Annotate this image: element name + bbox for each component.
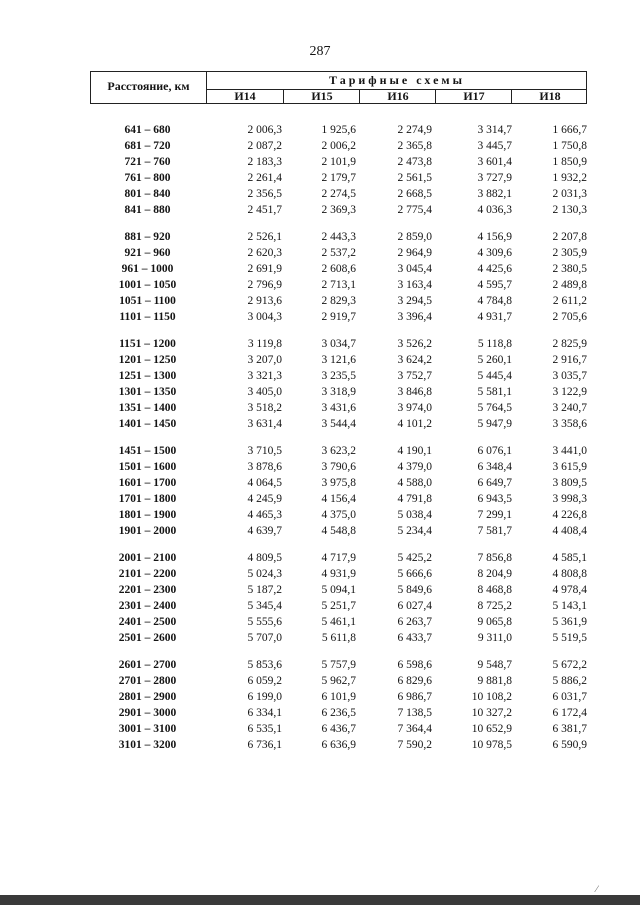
distance-range: 721 – 760 xyxy=(124,156,171,168)
tariff-value: 5 611,8 xyxy=(321,632,356,644)
tariff-value: 3 045,4 xyxy=(397,263,432,275)
distance-range: 2201 – 2300 xyxy=(118,584,177,596)
table-row xyxy=(0,309,640,325)
table-row xyxy=(0,245,640,261)
table-row xyxy=(0,443,640,459)
table-row xyxy=(0,154,640,170)
tariff-value: 3 235,5 xyxy=(321,370,356,382)
tariff-value: 3 526,2 xyxy=(397,338,432,350)
tariff-value: 2 916,7 xyxy=(552,354,587,366)
tariff-value: 3 974,0 xyxy=(397,402,432,414)
tariff-value: 5 757,9 xyxy=(321,659,356,671)
tariff-value: 2 356,5 xyxy=(247,188,282,200)
distance-range: 2101 – 2200 xyxy=(118,568,177,580)
tariff-value: 2 179,7 xyxy=(321,172,356,184)
tariff-value: 6 236,5 xyxy=(321,707,356,719)
tariff-value: 10 652,9 xyxy=(471,723,512,735)
distance-range: 841 – 880 xyxy=(124,204,171,216)
tariff-value: 3 405,0 xyxy=(247,386,282,398)
tariff-value: 4 548,8 xyxy=(321,525,356,537)
row-group xyxy=(0,336,640,432)
distance-range: 881 – 920 xyxy=(124,231,171,243)
table-row xyxy=(0,507,640,523)
tariff-value: 5 143,1 xyxy=(552,600,587,612)
distance-range: 2401 – 2500 xyxy=(118,616,177,628)
tariff-value: 4 808,8 xyxy=(552,568,587,580)
tariff-value: 2 087,2 xyxy=(247,140,282,152)
tariff-value: 5 345,4 xyxy=(247,600,282,612)
tariff-value: 3 846,8 xyxy=(397,386,432,398)
tariff-value: 3 318,9 xyxy=(321,386,356,398)
tariff-value: 2 031,3 xyxy=(552,188,587,200)
tariff-value: 1 925,6 xyxy=(321,124,356,136)
tariff-value: 3 122,9 xyxy=(552,386,587,398)
tariff-value: 4 408,4 xyxy=(552,525,587,537)
distance-range: 921 – 960 xyxy=(124,247,171,259)
tariff-value: 3 119,8 xyxy=(247,338,282,350)
tariff-value: 5 886,2 xyxy=(552,675,587,687)
column-header-i14: И14 xyxy=(234,89,256,103)
table-row xyxy=(0,400,640,416)
tariff-value: 2 365,8 xyxy=(397,140,432,152)
distance-range: 961 – 1000 xyxy=(121,263,174,275)
distance-range: 1401 – 1450 xyxy=(118,418,177,430)
tariff-value: 3 240,7 xyxy=(552,402,587,414)
distance-range: 641 – 680 xyxy=(124,124,171,136)
distance-range: 761 – 800 xyxy=(124,172,171,184)
tariff-value: 7 138,5 xyxy=(397,707,432,719)
table-row xyxy=(0,384,640,400)
tariff-value: 7 856,8 xyxy=(477,552,512,564)
tariff-value: 3 294,5 xyxy=(397,295,432,307)
distance-range: 2801 – 2900 xyxy=(118,691,177,703)
tariff-value: 6 172,4 xyxy=(552,707,587,719)
distance-column-header: Расстояние, км xyxy=(107,79,190,93)
tariff-value: 5 118,8 xyxy=(477,338,512,350)
table-row xyxy=(0,630,640,646)
distance-range: 1101 – 1150 xyxy=(119,311,176,323)
distance-range: 2701 – 2800 xyxy=(118,675,177,687)
tariff-value: 4 101,2 xyxy=(397,418,432,430)
tariff-value: 3 710,5 xyxy=(247,445,282,457)
row-group xyxy=(0,657,640,753)
tariff-value: 5 024,3 xyxy=(247,568,282,580)
tariff-value: 4 425,6 xyxy=(477,263,512,275)
row-group xyxy=(0,443,640,539)
tariff-value: 4 156,4 xyxy=(321,493,356,505)
table-row xyxy=(0,550,640,566)
tariff-value: 4 036,3 xyxy=(477,204,512,216)
tariff-value: 2 274,9 xyxy=(397,124,432,136)
tariff-value: 2 261,4 xyxy=(247,172,282,184)
distance-range: 2001 – 2100 xyxy=(118,552,177,564)
tariff-value: 4 156,9 xyxy=(477,231,512,243)
tariff-value: 3 601,4 xyxy=(477,156,512,168)
table-row xyxy=(0,277,640,293)
table-row xyxy=(0,416,640,432)
scan-mark: ⁄ xyxy=(596,884,598,894)
tariff-value: 2 620,3 xyxy=(247,247,282,259)
tariff-value: 3 615,9 xyxy=(552,461,587,473)
tariff-value: 2 825,9 xyxy=(552,338,587,350)
tariff-value: 2 796,9 xyxy=(247,279,282,291)
tariff-value: 3 314,7 xyxy=(477,124,512,136)
scan-edge xyxy=(0,895,640,905)
tariff-value: 3 035,7 xyxy=(552,370,587,382)
tariff-value: 2 608,6 xyxy=(321,263,356,275)
tariff-value: 3 631,4 xyxy=(247,418,282,430)
tariff-value: 1 850,9 xyxy=(552,156,587,168)
row-group xyxy=(0,229,640,325)
tariff-value: 4 784,8 xyxy=(477,295,512,307)
tariff-value: 5 038,4 xyxy=(397,509,432,521)
tariff-value: 3 431,6 xyxy=(321,402,356,414)
column-header-i18: И18 xyxy=(539,89,561,103)
tariff-value: 3 121,6 xyxy=(321,354,356,366)
tariff-value: 5 672,2 xyxy=(552,659,587,671)
tariff-value: 2 443,3 xyxy=(321,231,356,243)
table-row xyxy=(0,202,640,218)
distance-range: 801 – 840 xyxy=(124,188,171,200)
tariff-value: 10 108,2 xyxy=(471,691,512,703)
tariff-value: 2 829,3 xyxy=(321,295,356,307)
table-row xyxy=(0,491,640,507)
distance-range: 681 – 720 xyxy=(124,140,171,152)
tariff-value: 4 226,8 xyxy=(552,509,587,521)
table-row xyxy=(0,459,640,475)
tariff-value: 6 381,7 xyxy=(552,723,587,735)
tariff-value: 2 274,5 xyxy=(321,188,356,200)
tariff-value: 3 878,6 xyxy=(247,461,282,473)
tariff-value: 5 764,5 xyxy=(477,402,512,414)
tariff-value: 3 727,9 xyxy=(477,172,512,184)
tariff-value: 2 451,7 xyxy=(247,204,282,216)
tariff-value: 5 519,5 xyxy=(552,632,587,644)
tariff-value: 5 461,1 xyxy=(321,616,356,628)
distance-range: 1501 – 1600 xyxy=(118,461,177,473)
tariff-value: 5 187,2 xyxy=(247,584,282,596)
distance-range: 1201 – 1250 xyxy=(118,354,177,366)
tariff-value: 6 986,7 xyxy=(397,691,432,703)
tariff-value: 6 535,1 xyxy=(247,723,282,735)
tariff-value: 3 321,3 xyxy=(247,370,282,382)
tariff-value: 5 260,1 xyxy=(477,354,512,366)
tariff-value: 6 636,9 xyxy=(321,739,356,751)
table-row xyxy=(0,352,640,368)
tariff-value: 2 101,9 xyxy=(321,156,356,168)
column-header-i17: И17 xyxy=(463,89,485,103)
table-row xyxy=(0,261,640,277)
tariff-value: 7 364,4 xyxy=(397,723,432,735)
tariff-value: 9 311,0 xyxy=(477,632,512,644)
tariff-value: 3 034,7 xyxy=(321,338,356,350)
table-row xyxy=(0,705,640,721)
table-row xyxy=(0,673,640,689)
tariff-value: 6 263,7 xyxy=(397,616,432,628)
tariff-value: 2 964,9 xyxy=(397,247,432,259)
tariff-value: 2 489,8 xyxy=(552,279,587,291)
tariff-value: 4 375,0 xyxy=(321,509,356,521)
tariff-value: 2 006,3 xyxy=(247,124,282,136)
tariff-value: 2 775,4 xyxy=(397,204,432,216)
tariff-value: 5 666,6 xyxy=(397,568,432,580)
tariff-value: 4 190,1 xyxy=(397,445,432,457)
table-row xyxy=(0,138,640,154)
tariff-value: 2 919,7 xyxy=(321,311,356,323)
tariff-value: 4 717,9 xyxy=(321,552,356,564)
table-row xyxy=(0,737,640,753)
tariff-value: 2 130,3 xyxy=(552,204,587,216)
tariff-value: 5 707,0 xyxy=(247,632,282,644)
tariff-value: 5 555,6 xyxy=(247,616,282,628)
tariff-value: 2 913,6 xyxy=(247,295,282,307)
tariff-value: 3 004,3 xyxy=(247,311,282,323)
table-row xyxy=(0,475,640,491)
table-row xyxy=(0,598,640,614)
tariff-value: 3 809,5 xyxy=(552,477,587,489)
tariff-value: 3 790,6 xyxy=(321,461,356,473)
tariff-value: 2 611,2 xyxy=(552,295,587,307)
table-row xyxy=(0,582,640,598)
tariff-value: 3 396,4 xyxy=(397,311,432,323)
tariff-value: 1 666,7 xyxy=(552,124,587,136)
tariff-value: 4 809,5 xyxy=(247,552,282,564)
tariff-value: 5 234,4 xyxy=(397,525,432,537)
tariff-value: 6 059,2 xyxy=(247,675,282,687)
tariff-value: 4 465,3 xyxy=(247,509,282,521)
tariff-value: 6 027,4 xyxy=(397,600,432,612)
tariff-value: 6 334,1 xyxy=(247,707,282,719)
distance-range: 2301 – 2400 xyxy=(118,600,177,612)
tariff-value: 5 947,9 xyxy=(477,418,512,430)
tariff-value: 1 932,2 xyxy=(552,172,587,184)
tariff-value: 6 736,1 xyxy=(247,739,282,751)
tariff-value: 5 849,6 xyxy=(397,584,432,596)
table-row xyxy=(0,566,640,582)
table-row xyxy=(0,614,640,630)
tariff-value: 8 725,2 xyxy=(477,600,512,612)
page-number: 287 xyxy=(309,44,331,59)
tariff-value: 9 065,8 xyxy=(477,616,512,628)
tariff-value: 6 101,9 xyxy=(321,691,356,703)
tariff-value: 2 713,1 xyxy=(321,279,356,291)
tariff-value: 2 859,0 xyxy=(397,231,432,243)
distance-range: 1451 – 1500 xyxy=(118,445,177,457)
distance-range: 1901 – 2000 xyxy=(118,525,177,537)
tariff-value: 4 978,4 xyxy=(552,584,587,596)
distance-range: 1801 – 1900 xyxy=(118,509,177,521)
tariff-value: 2 369,3 xyxy=(321,204,356,216)
distance-range: 2901 – 3000 xyxy=(118,707,177,719)
tariff-value: 3 623,2 xyxy=(321,445,356,457)
tariff-value: 4 309,6 xyxy=(477,247,512,259)
tariff-value: 5 251,7 xyxy=(321,600,356,612)
tariff-value: 8 204,9 xyxy=(477,568,512,580)
table-row xyxy=(0,721,640,737)
tariff-value: 2 526,1 xyxy=(247,231,282,243)
tariff-value: 2 705,6 xyxy=(552,311,587,323)
tariff-value: 2 691,9 xyxy=(247,263,282,275)
tariff-value: 4 245,9 xyxy=(247,493,282,505)
tariff-value: 10 978,5 xyxy=(471,739,512,751)
tariff-value: 2 561,5 xyxy=(397,172,432,184)
tariff-value: 4 931,7 xyxy=(477,311,512,323)
tariff-value: 2 537,2 xyxy=(321,247,356,259)
tariff-value: 5 962,7 xyxy=(321,675,356,687)
tariff-value: 5 853,6 xyxy=(247,659,282,671)
tariff-value: 6 433,7 xyxy=(397,632,432,644)
tariff-value: 2 380,5 xyxy=(552,263,587,275)
tariff-value: 10 327,2 xyxy=(471,707,512,719)
distance-range: 1701 – 1800 xyxy=(118,493,177,505)
tariff-value: 5 425,2 xyxy=(397,552,432,564)
tariff-value: 5 445,4 xyxy=(477,370,512,382)
tariff-value: 8 468,8 xyxy=(477,584,512,596)
table-row xyxy=(0,229,640,245)
tariff-value: 5 581,1 xyxy=(477,386,512,398)
tariff-value: 2 006,2 xyxy=(321,140,356,152)
tariff-value: 2 305,9 xyxy=(552,247,587,259)
tariff-value: 5 361,9 xyxy=(552,616,587,628)
tariff-value: 6 199,0 xyxy=(247,691,282,703)
tariff-value: 3 975,8 xyxy=(321,477,356,489)
tariff-value: 9 881,8 xyxy=(477,675,512,687)
tariff-value: 3 752,7 xyxy=(397,370,432,382)
table-row xyxy=(0,293,640,309)
column-header-i16: И16 xyxy=(387,89,409,103)
tariff-value: 2 183,3 xyxy=(247,156,282,168)
row-group xyxy=(0,122,640,218)
tariff-value: 6 348,4 xyxy=(477,461,512,473)
tariff-value: 4 064,5 xyxy=(247,477,282,489)
table-row xyxy=(0,122,640,138)
tariff-value: 2 668,5 xyxy=(397,188,432,200)
tariff-value: 3 441,0 xyxy=(552,445,587,457)
tariff-value: 7 299,1 xyxy=(477,509,512,521)
tariff-value: 3 544,4 xyxy=(321,418,356,430)
distance-range: 1051 – 1100 xyxy=(119,295,176,307)
tariff-value: 4 595,7 xyxy=(477,279,512,291)
tariff-value: 7 581,7 xyxy=(477,525,512,537)
tariff-value: 3 624,2 xyxy=(397,354,432,366)
tariff-value: 6 076,1 xyxy=(477,445,512,457)
tariff-value: 2 473,8 xyxy=(397,156,432,168)
table-row xyxy=(0,368,640,384)
tariff-value: 2 207,8 xyxy=(552,231,587,243)
distance-range: 3001 – 3100 xyxy=(118,723,177,735)
distance-range: 1601 – 1700 xyxy=(118,477,177,489)
table-row xyxy=(0,689,640,705)
distance-range: 1351 – 1400 xyxy=(118,402,177,414)
tariff-value: 3 163,4 xyxy=(397,279,432,291)
tariff-value: 7 590,2 xyxy=(397,739,432,751)
tariff-value: 4 639,7 xyxy=(247,525,282,537)
distance-range: 2601 – 2700 xyxy=(118,659,177,671)
distance-range: 3101 – 3200 xyxy=(118,739,177,751)
tariff-value: 6 031,7 xyxy=(552,691,587,703)
tariff-value: 3 882,1 xyxy=(477,188,512,200)
distance-range: 1151 – 1200 xyxy=(119,338,176,350)
column-header-i15: И15 xyxy=(311,89,333,103)
distance-range: 1001 – 1050 xyxy=(118,279,177,291)
table-row xyxy=(0,170,640,186)
tariff-value: 3 207,0 xyxy=(247,354,282,366)
tariff-value: 3 998,3 xyxy=(552,493,587,505)
tariff-value: 9 548,7 xyxy=(477,659,512,671)
tariff-value: 3 358,6 xyxy=(552,418,587,430)
tariff-value: 5 094,1 xyxy=(321,584,356,596)
distance-range: 1251 – 1300 xyxy=(118,370,177,382)
tariff-schemes-header: Тарифные схемы xyxy=(329,73,465,87)
tariff-value: 6 943,5 xyxy=(477,493,512,505)
table-header xyxy=(90,71,587,104)
table-row xyxy=(0,523,640,539)
tariff-value: 1 750,8 xyxy=(552,140,587,152)
tariff-value: 4 588,0 xyxy=(397,477,432,489)
table-row xyxy=(0,186,640,202)
tariff-value: 4 931,9 xyxy=(321,568,356,580)
table-row xyxy=(0,657,640,673)
tariff-table-body xyxy=(0,122,640,764)
tariff-value: 4 379,0 xyxy=(397,461,432,473)
table-row xyxy=(0,336,640,352)
distance-range: 2501 – 2600 xyxy=(118,632,177,644)
tariff-value: 6 590,9 xyxy=(552,739,587,751)
distance-range: 1301 – 1350 xyxy=(118,386,177,398)
tariff-value: 3 445,7 xyxy=(477,140,512,152)
tariff-value: 4 791,8 xyxy=(397,493,432,505)
tariff-value: 4 585,1 xyxy=(552,552,587,564)
tariff-value: 6 598,6 xyxy=(397,659,432,671)
tariff-value: 6 436,7 xyxy=(321,723,356,735)
tariff-value: 6 829,6 xyxy=(397,675,432,687)
tariff-value: 3 518,2 xyxy=(247,402,282,414)
row-group xyxy=(0,550,640,646)
tariff-value: 6 649,7 xyxy=(477,477,512,489)
